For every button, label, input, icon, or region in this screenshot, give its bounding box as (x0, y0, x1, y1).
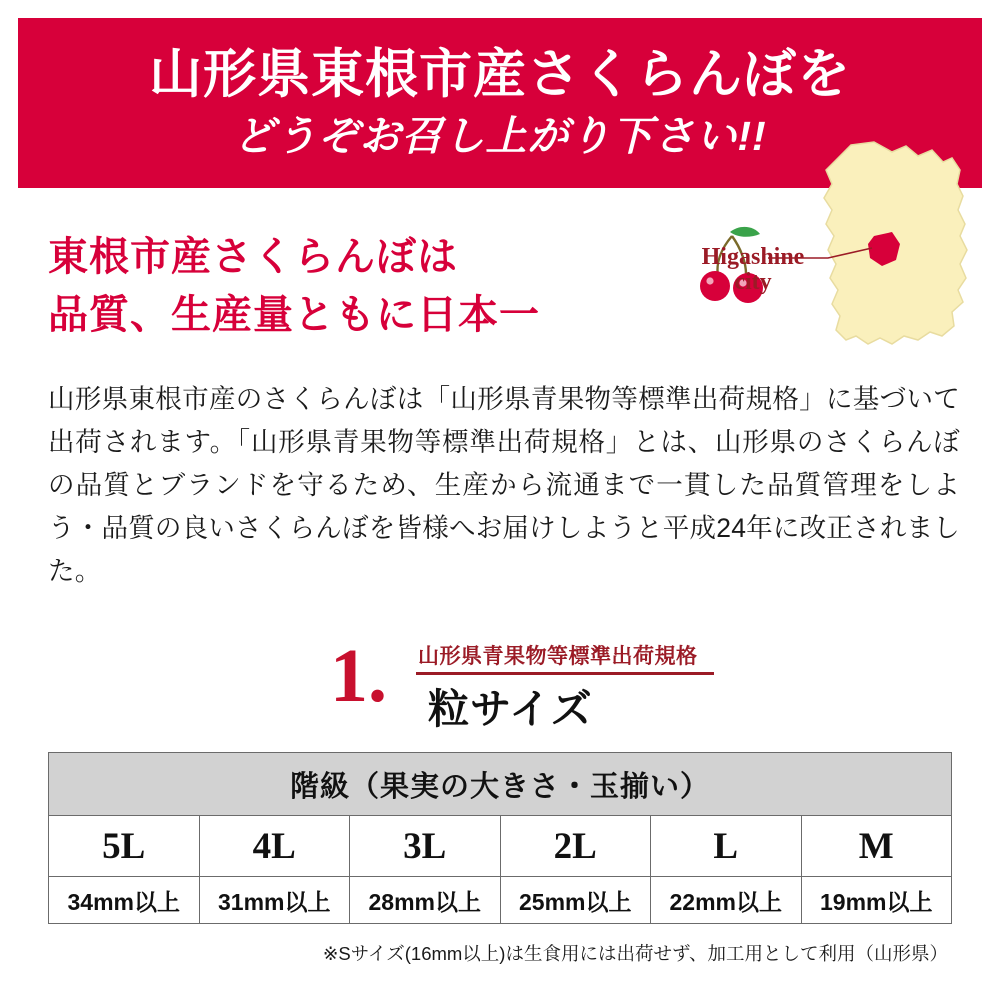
table-cell-measure: 28mm以上 (350, 877, 501, 924)
grade-table-wrapper (48, 752, 952, 924)
table-measure-row (49, 877, 952, 924)
table-cell-measure: 31mm以上 (199, 877, 350, 924)
table-cell-measure: 25mm以上 (500, 877, 651, 924)
section-name: 粒サイズ (428, 686, 593, 732)
table-size-row (49, 816, 952, 877)
section-number: 1. (330, 634, 387, 718)
section-subheading (48, 228, 540, 344)
table-header-row (49, 753, 952, 816)
grade-table (48, 752, 952, 924)
section-rule (416, 672, 714, 675)
table-cell-size: 4L (199, 816, 350, 877)
banner-headline-line1: 山形県東根市産さくらんぼを (149, 44, 851, 104)
section-heading (330, 634, 750, 732)
table-cell-size: 3L (350, 816, 501, 877)
table-footnote: ※Sサイズ(16mm以上)は生食用には出荷せず、加工用として利用（山形県） (322, 943, 948, 964)
table-cell-measure: 19mm以上 (801, 877, 952, 924)
table-cell-size: 2L (500, 816, 651, 877)
subheading-line1: 東根市産さくらんぼは (48, 235, 458, 279)
table-cell-size: M (801, 816, 952, 877)
table-cell-size: L (651, 816, 802, 877)
body-paragraph: 山形県東根市産のさくらんぼは「山形県青果物等標準出荷規格」に基づいて出荷されます。「山形県青果物等標準出荷規格」とは、山形県のさくらんぼの品質とブランドを守るため、生産から流通まで一貫した品質管理をしよう・品質の良いさくらんぼを皆様へお届けしようと平成24年に改正されました。 (48, 384, 960, 586)
yamagata-map-illustration (660, 140, 990, 390)
table-cell-size: 5L (49, 816, 200, 877)
subheading-line2: 品質、生産量ともに日本一 (48, 293, 540, 337)
map-city-label-line2: city (734, 269, 772, 296)
table-cell-measure: 22mm以上 (651, 877, 802, 924)
section-kicker: 山形県青果物等標準出荷規格 (418, 645, 698, 668)
map-city-label (678, 245, 828, 295)
table-header-cell: 階級（果実の大きさ・玉揃い） (49, 753, 952, 816)
map-city-label-line1: Higashine (701, 244, 805, 270)
table-cell-measure: 34mm以上 (49, 877, 200, 924)
banner-headline-line2: どうぞお召し上がり下さい!! (233, 112, 767, 159)
